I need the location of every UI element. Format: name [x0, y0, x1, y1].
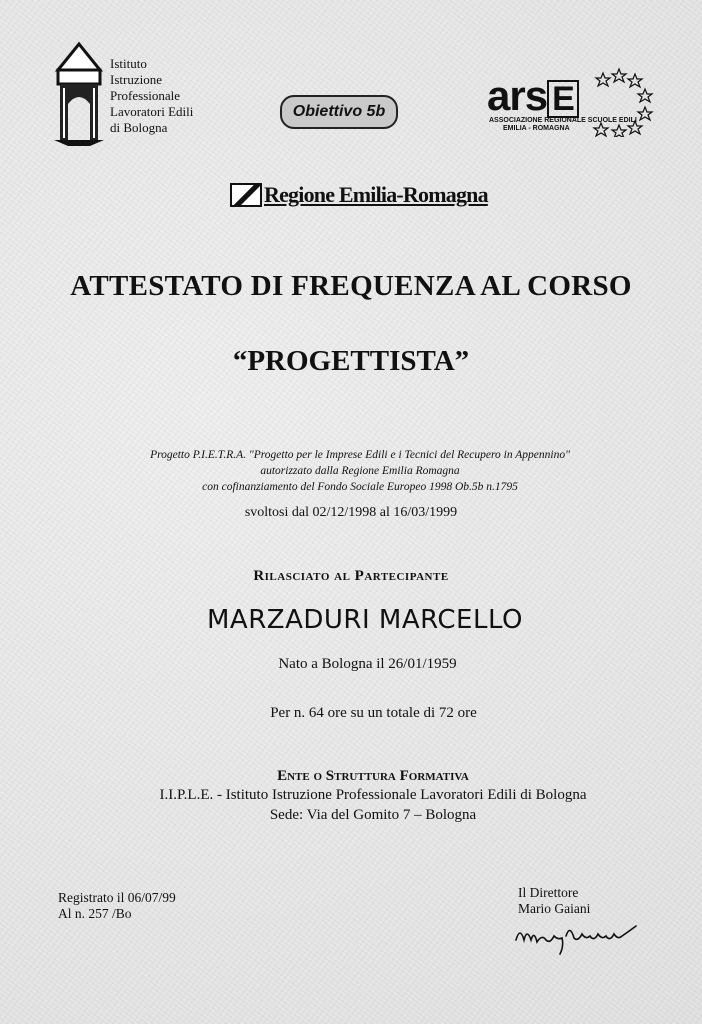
participant-name: MARZADURI MARCELLO — [206, 605, 523, 635]
ars-letters: ars — [487, 72, 548, 119]
director-name: Mario Gaiani — [518, 901, 591, 916]
regione-name: Regione Emilia-Romagna — [264, 182, 488, 207]
birth-info: Nato a Bologna il 26/01/1959 — [278, 656, 457, 672]
iiple-line: Lavoratori Edili — [110, 104, 194, 119]
registration-number: Al n. 257 /Bo — [58, 906, 132, 921]
iiple-line: Istituto — [110, 56, 147, 71]
director-block — [518, 885, 590, 917]
iiple-line: Professionale — [110, 88, 181, 103]
iiple-line: Istruzione — [110, 72, 162, 87]
registration-info — [58, 890, 176, 922]
iiple-name — [110, 56, 193, 136]
arse-logo — [485, 65, 655, 140]
project-description — [100, 447, 620, 495]
hours-info: Per n. 64 ore su un totale di 72 ore — [270, 705, 477, 721]
ars-boxed-letter: E — [547, 80, 579, 118]
iiple-line: di Bologna — [110, 120, 168, 135]
project-line: Progetto P.I.E.T.R.A. "Progetto per le Imprese Edili e i Tecnici del Recupero in Appennino" — [150, 449, 570, 461]
regione-flag-icon — [230, 183, 262, 207]
ars-subtitle-line: ASSOCIAZIONE REGIONALE SCUOLE EDILI — [489, 117, 637, 124]
obiettivo-5b-text: Obiettivo 5b — [292, 103, 386, 120]
course-period: svoltosi dal 02/12/1998 al 16/03/1999 — [244, 505, 458, 520]
project-line: con cofinanziamento del Fondo Sociale Europeo 1998 Ob.5b n.1795 — [202, 481, 518, 493]
iiple-arch-logo — [50, 40, 108, 146]
ars-wordmark — [487, 72, 579, 119]
ente-address: Sede: Via del Gomito 7 – Bologna — [269, 807, 477, 823]
obiettivo-5b-logo — [280, 95, 398, 129]
ars-subtitle-line: EMILIA - ROMAGNA — [503, 125, 570, 132]
course-name: “PROGETTISTA” — [232, 345, 470, 377]
ente-name: I.I.P.L.E. - Istituto Istruzione Professionale Lavoratori Edili di Bologna — [159, 787, 587, 803]
project-line: autorizzato dalla Regione Emilia Romagna — [260, 465, 460, 477]
regione-emilia-romagna-logo — [230, 180, 488, 210]
registration-date: Registrato il 06/07/99 — [58, 890, 176, 905]
issued-label: Rilasciato al Partecipante — [253, 568, 449, 584]
certificate-title: ATTESTATO DI FREQUENZA AL CORSO — [70, 270, 632, 302]
director-role: Il Direttore — [518, 885, 579, 900]
ars-subtitle — [489, 117, 637, 133]
ente-label: Ente o Struttura Formativa — [277, 768, 469, 784]
director-signature — [512, 916, 642, 962]
